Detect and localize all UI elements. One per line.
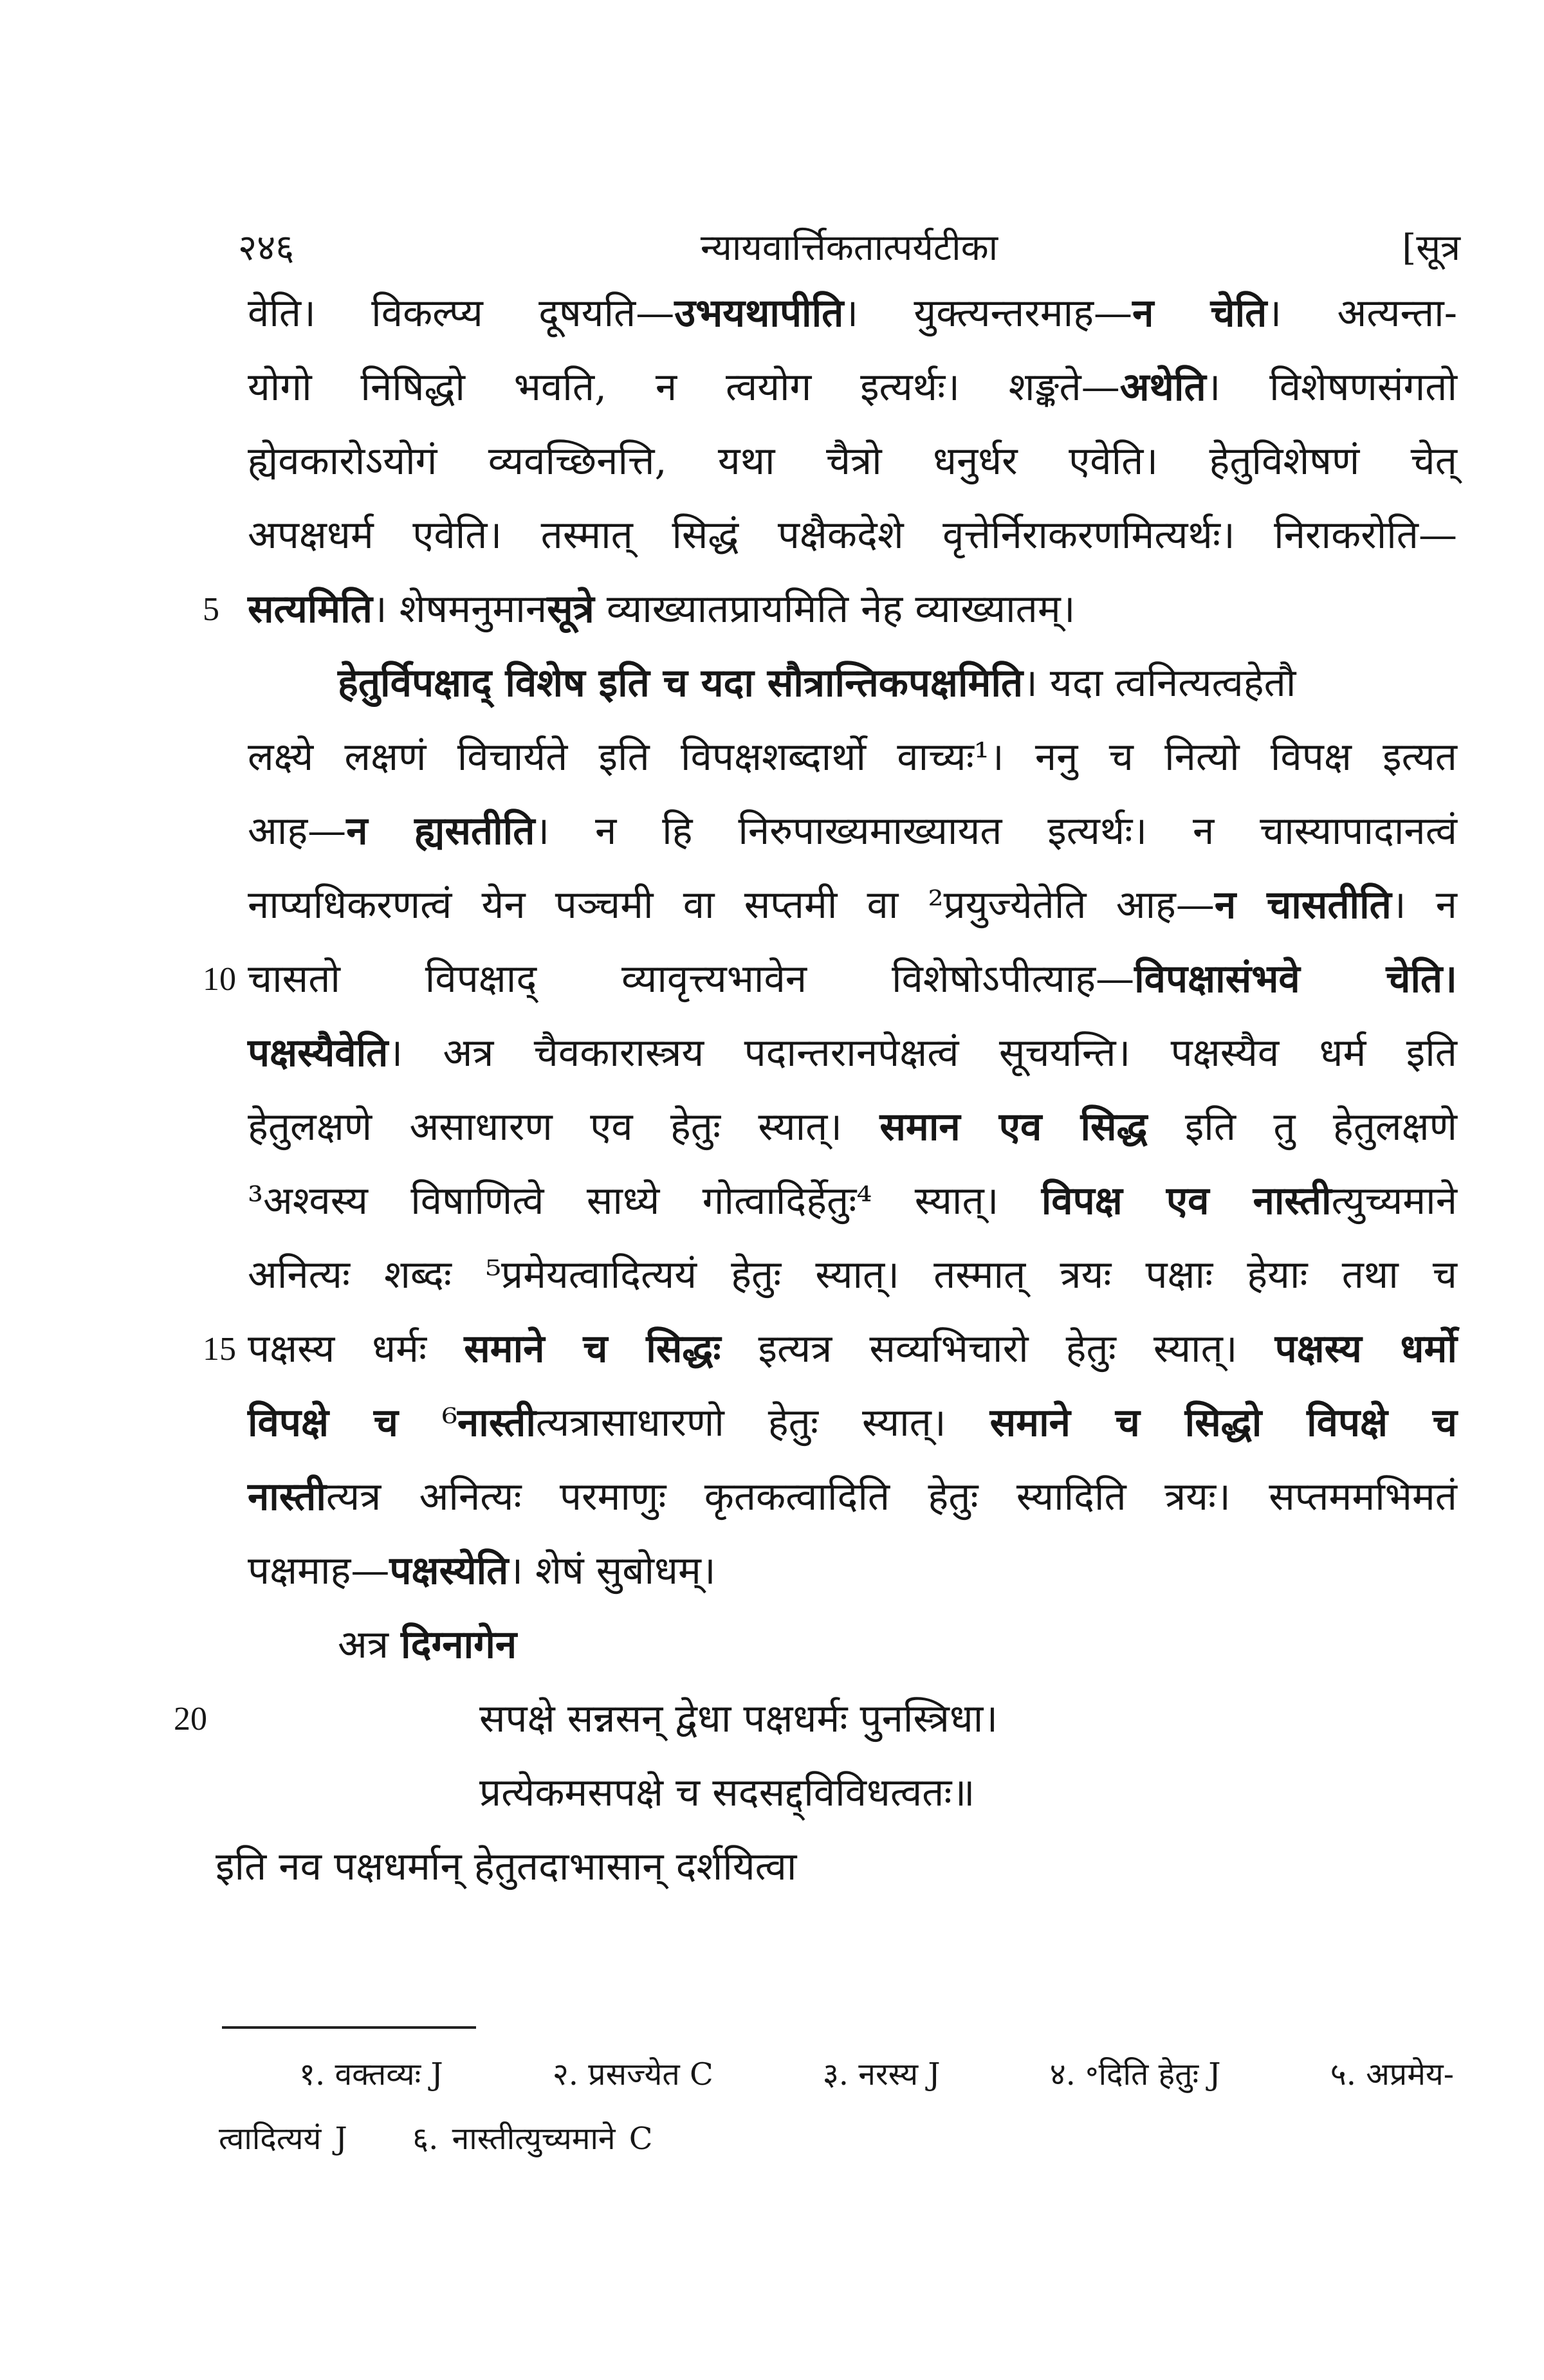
footnote-5-continued: त्वादित्ययं J xyxy=(219,2121,347,2157)
footnote-5: ५. अप्रमेय- xyxy=(1330,2056,1454,2092)
text-line-15: 15 पक्षस्य धर्मः समाने च सिद्धः इत्यत्र सव्यभिचारो हेतुः स्यात्। पक्षस्य धर्मो xyxy=(248,1312,1457,1386)
text-line-22: इति नव पक्षधर्मान् हेतुतदाभासान् दर्शयित्वा xyxy=(216,1844,797,1889)
verse-line-1: 20 सपक्षे सन्नसन् द्वेधा पक्षधर्मः पुनस्त्रिधा। xyxy=(248,1682,1457,1756)
main-text xyxy=(174,277,1458,1904)
footnote-3: ३. नरस्य J xyxy=(822,2056,941,2092)
line-number-5: 5 xyxy=(203,591,219,628)
footnote-1: १. वक्तव्यः J xyxy=(299,2056,443,2092)
footnote-row-1 xyxy=(219,2042,1454,2107)
footnote-row-2 xyxy=(219,2107,1454,2171)
text-line-8: आह—न ह्यसतीति। न हि निरुपाख्यमाख्यायत इत्यर्थः। न चास्यापादानत्वं xyxy=(248,809,1457,854)
text-line-4: अपक्षधर्म एवेति। तस्मात् सिद्धं पक्षैकदेशे वृत्तेर्निराकरणमित्यर्थः। निराकरोति— xyxy=(248,513,1457,558)
text-line-18: पक्षमाह—पक्षस्येति। शेषं सुबोधम्। xyxy=(248,1548,716,1593)
footnote-divider xyxy=(222,2026,476,2029)
text-line-19: अत्र दिग्नागेन xyxy=(338,1622,517,1667)
text-line-17: नास्तीत्यत्र अनित्यः परमाणुः कृतकत्वादिति हेतुः स्यादिति त्रयः। सप्तममभिमतं xyxy=(248,1474,1457,1519)
running-title: न्यायवार्त्तिकतात्पर्यटीका xyxy=(700,227,998,269)
running-header xyxy=(238,222,1460,273)
text-line-10: 10 चासतो विपक्षाद् व्यावृत्त्यभावेन विशेषोऽपीत्याह—विपक्षासंभवे चेति। xyxy=(248,942,1457,1016)
line-number-20: 20 xyxy=(174,1701,207,1737)
text-line-13: ³अश्वस्य विषाणित्वे साध्ये गोत्वादिर्हेतुः⁴ स्यात्। विपक्ष एव नास्तीत्युच्यमाने xyxy=(248,1178,1457,1223)
text-line-14: अनित्यः शब्दः ⁵प्रमेयत्वादित्ययं हेतुः स्यात्। तस्मात् त्रयः पक्षाः हेयाः तथा च xyxy=(248,1252,1457,1297)
text-line-6: हेतुर्विपक्षाद् विशेष इति च यदा सौत्रान्तिकपक्षमिति। यदा त्वनित्यत्वहेतौ xyxy=(338,661,1296,706)
page-number: २४६ xyxy=(238,227,295,269)
verse-line-2: प्रत्येकमसपक्षे च सदसद्द्विविधत्वतः॥ xyxy=(479,1770,975,1815)
text-line-3: ह्येवकारोऽयोगं व्यवच्छिनत्ति, यथा चैत्रो धनुर्धर एवेति। हेतुविशेषणं चेत् xyxy=(248,439,1457,484)
line-number-10: 10 xyxy=(203,961,236,998)
text-line-16: विपक्षे च ⁶नास्तीत्यत्रासाधारणो हेतुः स्यात्। समाने च सिद्धो विपक्षे च xyxy=(248,1400,1457,1445)
text-line-7: लक्ष्ये लक्षणं विचार्यते इति विपक्षशब्दार्थो वाच्यः¹। ननु च नित्यो विपक्ष इत्यत xyxy=(248,735,1457,780)
text-line-12: हेतुलक्षणे असाधारण एव हेतुः स्यात्। समान एव सिद्ध इति तु हेतुलक्षणे xyxy=(248,1104,1458,1149)
text-line-11: पक्षस्यैवेति। अत्र चैवकारास्त्रय पदान्तरानपेक्षत्वं सूचयन्ति। पक्षस्यैव धर्म इति xyxy=(248,1030,1457,1076)
footnote-2: २. प्रसज्येत C xyxy=(552,2056,713,2092)
text-line-2: योगो निषिद्धो भवति, न त्वयोग इत्यर्थः। शङ्कते—अथेति। विशेषणसंगतो xyxy=(248,365,1457,410)
footnote-4: ४. ॰दिति हेतुः J xyxy=(1049,2056,1221,2092)
footnote-6: ६. नास्तीत्युच्यमाने C xyxy=(412,2121,653,2157)
text-line-1: वेति। विकल्प्य दूषयति—उभयथापीति। युक्त्यन्तरमाह—न चेति। अत्यन्ता- xyxy=(248,291,1457,336)
line-number-15: 15 xyxy=(203,1331,236,1368)
text-line-9: नाप्यधिकरणत्वं येन पञ्चमी वा सप्तमी वा ²प्रयुज्येतेति आह—न चासतीति। न xyxy=(248,883,1457,928)
text-line-5: 5 सत्यमिति। शेषमनुमानसूत्रे व्याख्यातप्रायमिति नेह व्याख्यातम्। xyxy=(248,572,1457,646)
section-label: [सूत्र xyxy=(1402,227,1460,269)
footnotes xyxy=(219,2042,1454,2171)
